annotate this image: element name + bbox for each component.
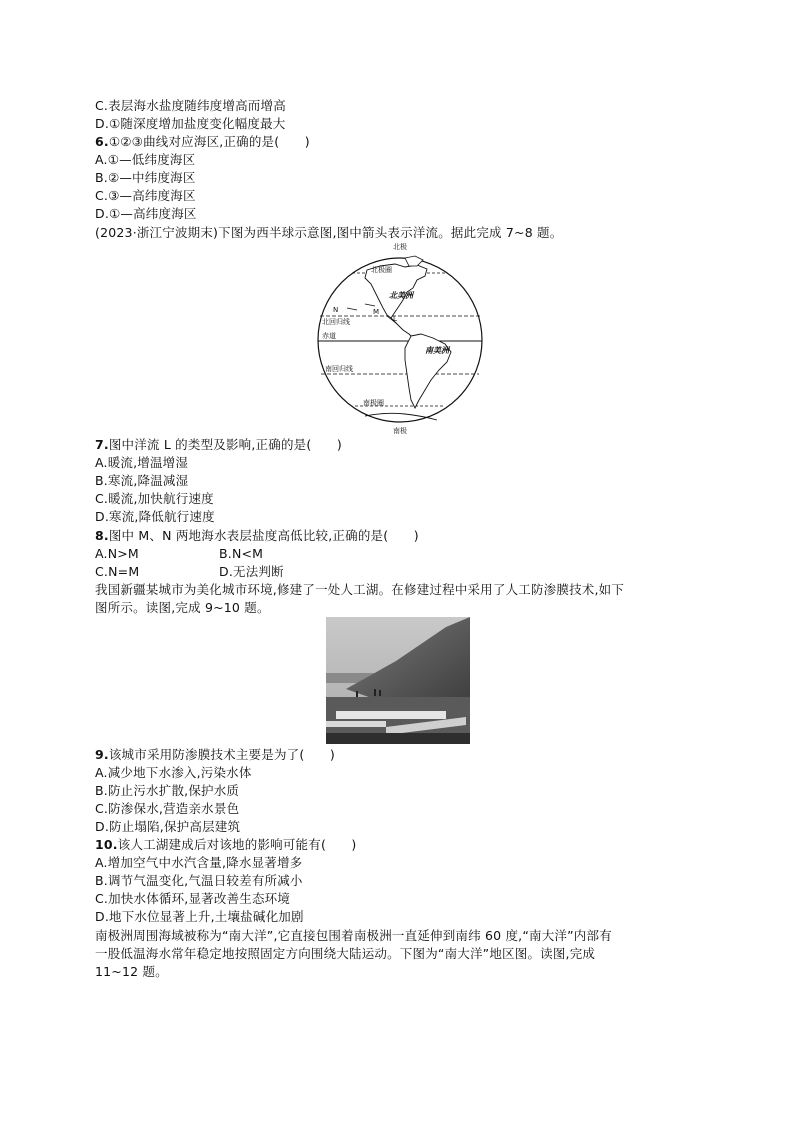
options-row	[95, 545, 395, 562]
option-line: D.地下水位显著上升,土壤盐碱化加剧	[95, 909, 304, 924]
option-line: B.②—中纬度海区	[95, 170, 196, 185]
equator-label: 赤道	[322, 332, 336, 340]
option-b: B.N<M	[219, 546, 264, 561]
question-10	[95, 836, 357, 853]
option-line: D.①—高纬度海区	[95, 206, 197, 221]
intro-paragraph: 11~12 题。	[95, 964, 168, 979]
option-line: C.暖流,加快航行速度	[95, 491, 214, 506]
north-pole-label: 北极	[393, 243, 407, 251]
question-number: 6.	[95, 134, 109, 149]
intro-paragraph: 我国新疆某城市为美化城市环境,修建了一处人工湖。在修建过程中采用了人工防渗膜技术,如下	[95, 582, 625, 597]
label-m: M	[373, 308, 380, 316]
question-7	[95, 436, 342, 453]
south-polar-circle-label: 南极圈	[363, 399, 384, 407]
question-8	[95, 527, 419, 544]
intro-paragraph: 南极洲周围海域被称为“南大洋”,它直接包围着南极洲一直延伸到南纬 60 度,“南大洋”内部有	[95, 928, 612, 943]
tropic-capricorn-label: 南回归线	[325, 365, 353, 373]
option-line: C.③—高纬度海区	[95, 188, 196, 203]
western-hemisphere-map	[305, 240, 495, 436]
question-number: 7.	[95, 437, 109, 452]
question-text: ①②③曲线对应海区,正确的是( )	[108, 134, 310, 149]
south-pole-label: 南极	[393, 427, 407, 435]
question-number: 8.	[95, 528, 109, 543]
north-polar-circle-label: 北极圈	[371, 266, 392, 274]
question-number: 9.	[95, 747, 109, 762]
south-america-label: 南美洲	[425, 345, 449, 355]
option-line: A.减少地下水渗入,污染水体	[95, 765, 252, 780]
lake-membrane-photo	[326, 617, 470, 744]
option-line: D.防止塌陷,保护高层建筑	[95, 819, 241, 834]
option-line: D.寒流,降低航行速度	[95, 509, 215, 524]
intro-paragraph: 一股低温海水常年稳定地按照固定方向围绕大陆运动。下图为“南大洋”地区图。读图,完成	[95, 946, 596, 961]
option-line: C.表层海水盐度随纬度增高而增高	[95, 98, 286, 113]
question-text: 图中洋流 L 的类型及影响,正确的是( )	[108, 437, 342, 452]
north-america-label: 北美洲	[389, 290, 413, 300]
option-line: D.①随深度增加盐度变化幅度最大	[95, 116, 286, 131]
tropic-cancer-label: 北回归线	[322, 318, 350, 326]
option-line: C.加快水体循环,显著改善生态环境	[95, 891, 291, 906]
question-text: 该城市采用防渗膜技术主要是为了( )	[108, 747, 335, 762]
intro-paragraph: 图所示。读图,完成 9~10 题。	[95, 600, 270, 615]
option-line: A.①—低纬度海区	[95, 152, 196, 167]
option-a: A.N>M	[95, 546, 139, 561]
option-c: C.N=M	[95, 564, 140, 579]
label-l: L	[393, 315, 397, 323]
intro-paragraph: (2023·浙江宁波期末)下图为西半球示意图,图中箭头表示洋流。据此完成 7~8 题。	[95, 225, 563, 240]
option-line: B.调节气温变化,气温日较差有所减小	[95, 873, 303, 888]
question-number: 10.	[95, 837, 118, 852]
question-text: 图中 M、N 两地海水表层盐度高低比较,正确的是( )	[108, 528, 419, 543]
label-n: N	[333, 306, 339, 314]
question-6	[95, 133, 310, 150]
question-9	[95, 746, 335, 763]
option-line: C.防渗保水,营造亲水景色	[95, 801, 240, 816]
option-line: A.增加空气中水汽含量,降水显著增多	[95, 855, 303, 870]
option-line: B.防止污水扩散,保护水质	[95, 783, 240, 798]
option-line: A.暖流,增温增湿	[95, 455, 189, 470]
question-text: 该人工湖建成后对该地的影响可能有( )	[117, 837, 357, 852]
options-row	[95, 563, 395, 580]
option-line: B.寒流,降温减湿	[95, 473, 189, 488]
option-d: D.无法判断	[219, 564, 284, 579]
